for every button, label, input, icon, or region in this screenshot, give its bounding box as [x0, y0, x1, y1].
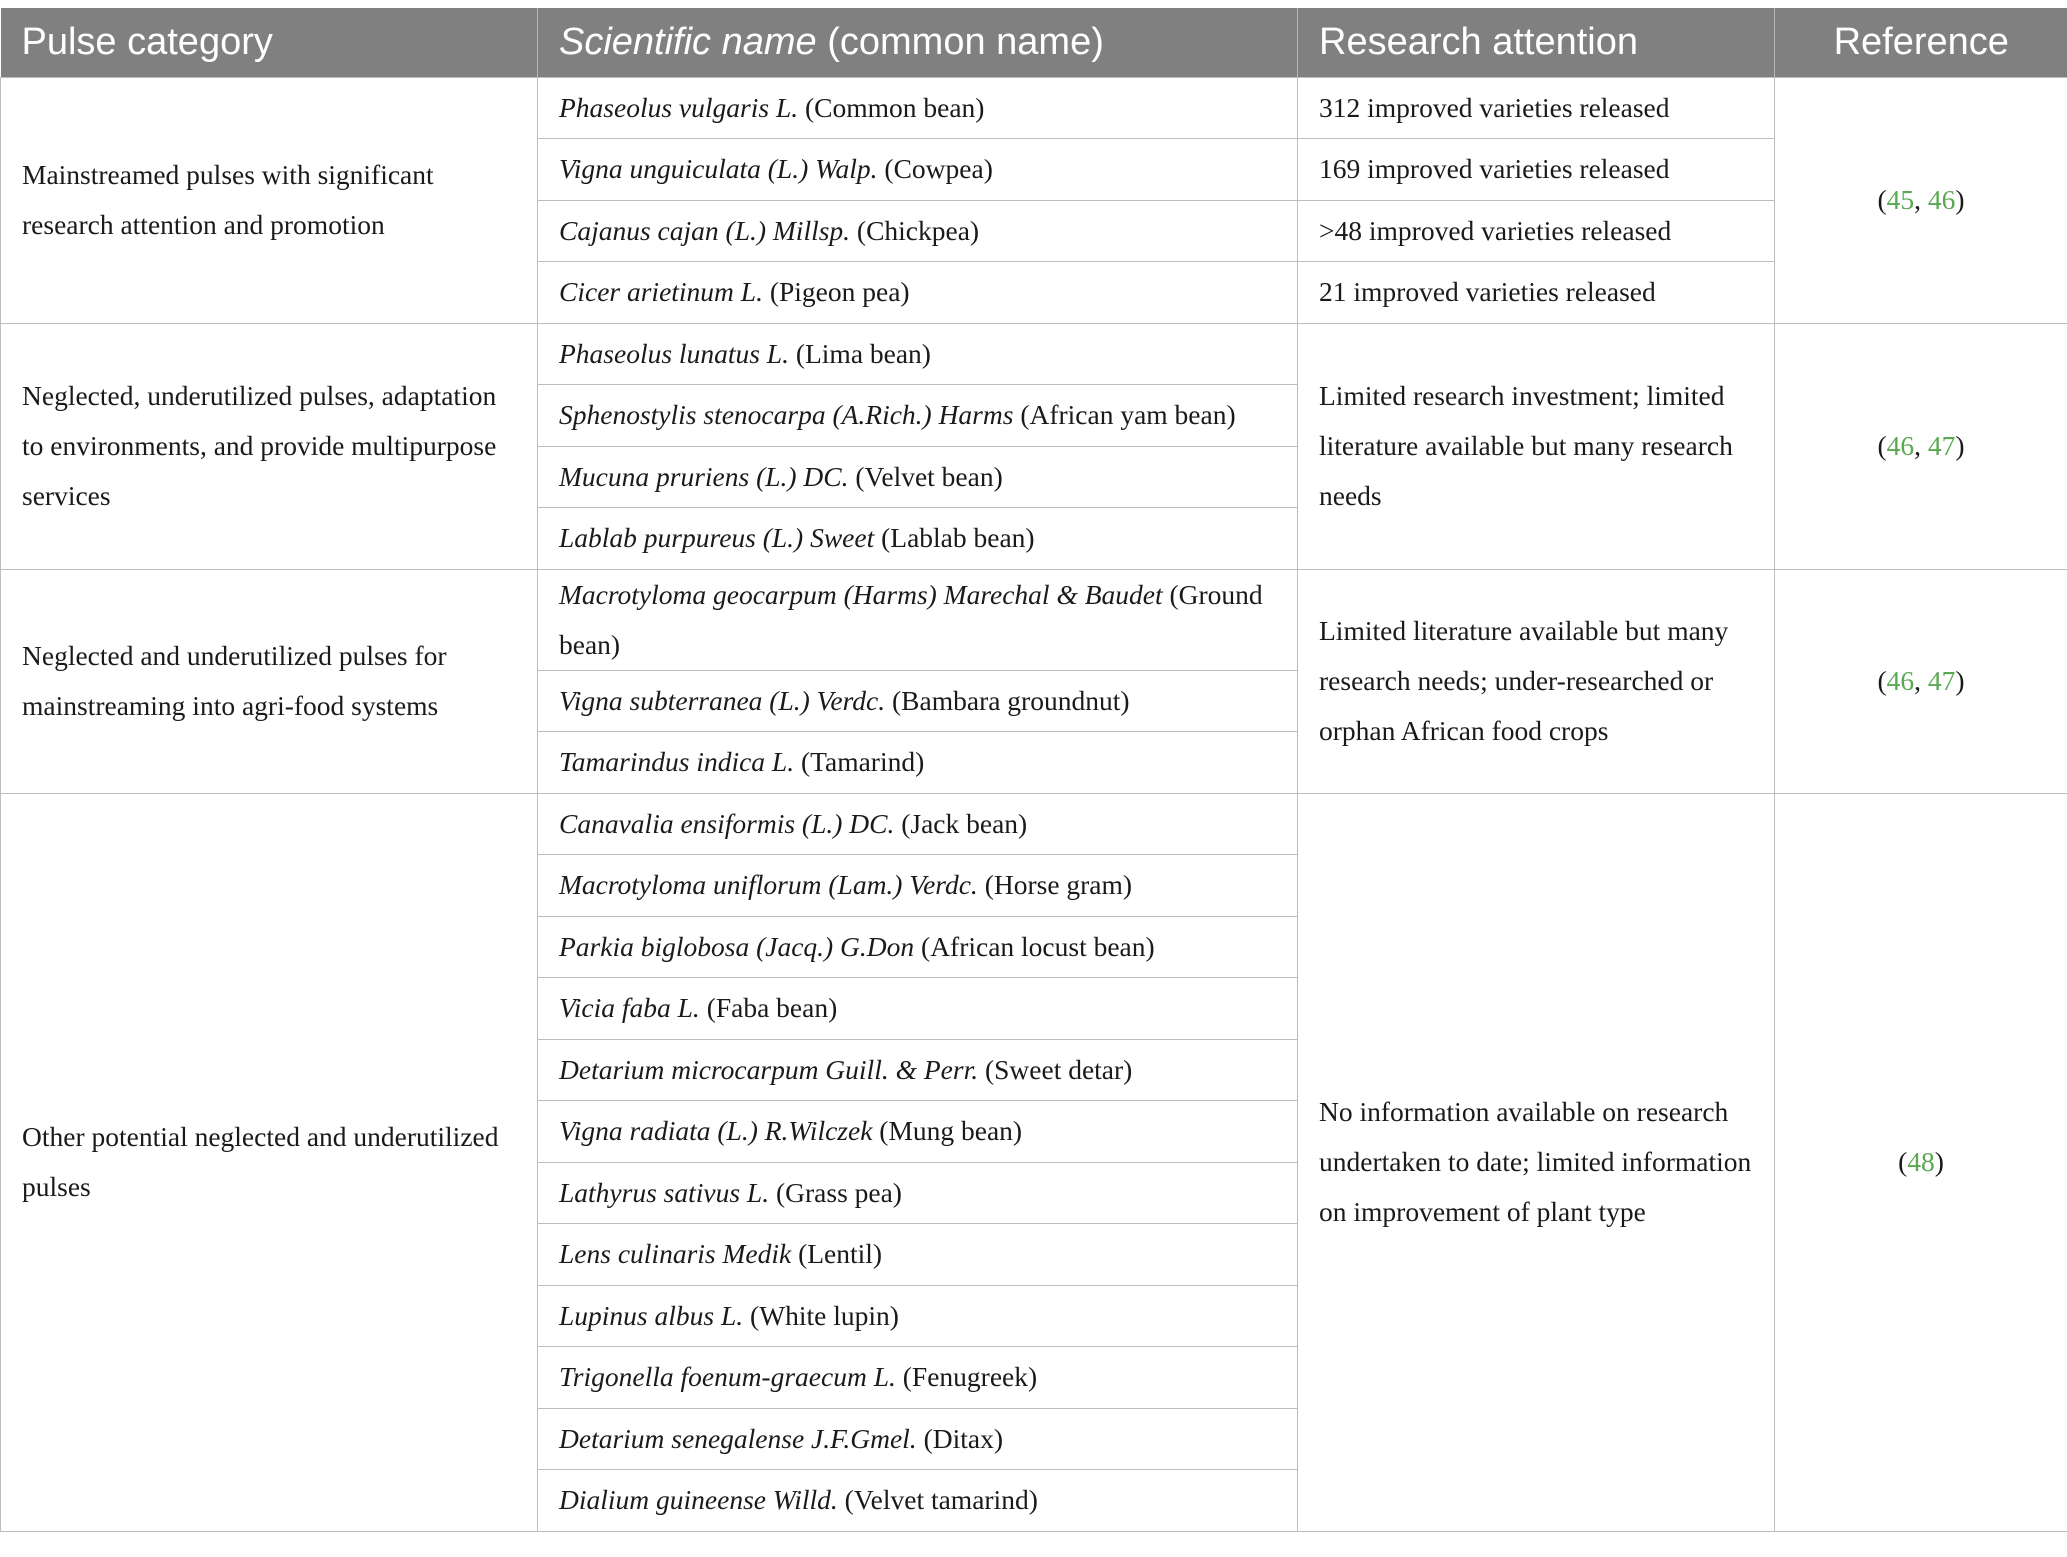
species-cell [538, 1285, 1298, 1347]
common-name: (Sweet detar) [978, 1053, 1133, 1085]
species-cell [538, 200, 1298, 262]
category-cell: Neglected and underutilized pulses for mainstreaming into agri-food systems [1, 569, 538, 793]
reference-cell [1775, 77, 2067, 323]
scientific-name: Macrotyloma geocarpum (Harms) Marechal & Baudet [559, 578, 1163, 610]
header-scientific-name [538, 8, 1298, 77]
species-cell [538, 1162, 1298, 1224]
common-name: (Jack bean) [894, 807, 1028, 839]
species-cell [538, 569, 1298, 670]
attention-cell: Limited literature available but many research needs; under-researched or orphan African food crops [1298, 569, 1775, 793]
scientific-name: Detarium senegalense J.F.Gmel. [559, 1422, 917, 1454]
species-cell [538, 446, 1298, 508]
header-scientific-name-italic: Scientific name [559, 20, 817, 63]
common-name: (Cowpea) [877, 153, 993, 185]
header-research-attention: Research attention [1298, 8, 1775, 77]
species-cell [538, 1470, 1298, 1532]
common-name: (Pigeon pea) [762, 276, 910, 308]
scientific-name: Parkia biglobosa (Jacq.) G.Don [559, 930, 915, 962]
ref-paren-close: ) [1955, 184, 1965, 215]
attention-cell: No information available on research undertaken to date; limited information on improvement of plant type [1298, 793, 1775, 1531]
common-name: (Lentil) [791, 1238, 883, 1270]
species-cell [538, 1224, 1298, 1286]
ref-paren-open: ( [1877, 665, 1887, 696]
ref-paren-open: ( [1898, 1146, 1908, 1177]
common-name: (African locust bean) [914, 930, 1155, 962]
common-name: (White lupin) [743, 1299, 899, 1331]
reference-link[interactable]: 47 [1927, 665, 1956, 696]
table-row [1, 793, 2067, 855]
scientific-name: Cicer arietinum L. [559, 276, 763, 308]
attention-cell: >48 improved varieties released [1298, 200, 1775, 262]
scientific-name: Vigna radiata (L.) R.Wilczek [559, 1115, 873, 1147]
species-cell [538, 793, 1298, 855]
table-row [1, 77, 2067, 139]
ref-separator: , [1914, 184, 1928, 215]
scientific-name: Phaseolus vulgaris L. [559, 91, 799, 123]
ref-separator: , [1914, 430, 1928, 461]
common-name: (Bambara groundnut) [885, 684, 1130, 716]
header-reference: Reference [1775, 8, 2067, 77]
reference-link[interactable]: 46 [1927, 184, 1956, 215]
common-name: (Lablab bean) [874, 522, 1035, 554]
table-header-row [1, 8, 2067, 77]
common-name: (Velvet bean) [848, 460, 1003, 492]
scientific-name: Dialium guineense Willd. [559, 1484, 838, 1516]
reference-cell [1775, 569, 2067, 793]
common-name: (Chickpea) [850, 214, 980, 246]
reference-link[interactable]: 45 [1886, 184, 1915, 215]
species-cell [538, 262, 1298, 324]
reference-link[interactable]: 46 [1886, 665, 1915, 696]
common-name: (Velvet tamarind) [837, 1484, 1038, 1516]
common-name: (Grass pea) [769, 1176, 902, 1208]
pulse-table [0, 8, 2067, 1532]
species-cell [538, 1347, 1298, 1409]
reference-link[interactable]: 46 [1886, 430, 1915, 461]
species-cell [538, 77, 1298, 139]
species-cell [538, 978, 1298, 1040]
species-cell [538, 385, 1298, 447]
species-cell [538, 1039, 1298, 1101]
scientific-name: Canavalia ensiformis (L.) DC. [559, 807, 895, 839]
common-name: (Ground bean) [559, 578, 1263, 660]
scientific-name: Vigna unguiculata (L.) Walp. [559, 153, 878, 185]
common-name: (African yam bean) [1013, 399, 1236, 431]
ref-paren-close: ) [1955, 665, 1965, 696]
reference-cell [1775, 793, 2067, 1531]
scientific-name: Cajanus cajan (L.) Millsp. [559, 214, 851, 246]
ref-paren-open: ( [1877, 430, 1887, 461]
header-common-name: (common name) [816, 20, 1104, 63]
ref-separator: , [1914, 665, 1928, 696]
scientific-name: Lablab purpureus (L.) Sweet [559, 522, 875, 554]
scientific-name: Sphenostylis stenocarpa (A.Rich.) Harms [559, 399, 1014, 431]
ref-paren-close: ) [1934, 1146, 1944, 1177]
table-row [1, 569, 2067, 670]
scientific-name: Trigonella foenum-graecum L. [559, 1361, 896, 1393]
attention-cell: 21 improved varieties released [1298, 262, 1775, 324]
table-row [1, 323, 2067, 385]
common-name: (Common bean) [798, 91, 985, 123]
scientific-name: Mucuna pruriens (L.) DC. [559, 460, 849, 492]
header-pulse-category: Pulse category [1, 8, 538, 77]
scientific-name: Macrotyloma uniflorum (Lam.) Verdc. [559, 869, 978, 901]
species-cell [538, 323, 1298, 385]
scientific-name: Vigna subterranea (L.) Verdc. [559, 684, 886, 716]
common-name: (Mung bean) [872, 1115, 1023, 1147]
common-name: (Lima bean) [788, 337, 931, 369]
species-cell [538, 508, 1298, 570]
scientific-name: Detarium microcarpum Guill. & Perr. [559, 1053, 979, 1085]
common-name: (Faba bean) [699, 992, 838, 1024]
species-cell [538, 916, 1298, 978]
category-cell: Other potential neglected and underutilized pulses [1, 793, 538, 1531]
scientific-name: Tamarindus indica L. [559, 746, 795, 778]
attention-cell: 312 improved varieties released [1298, 77, 1775, 139]
scientific-name: Lathyrus sativus L. [559, 1176, 770, 1208]
species-cell [538, 1101, 1298, 1163]
attention-cell: Limited research investment; limited literature available but many research needs [1298, 323, 1775, 569]
category-cell: Mainstreamed pulses with significant research attention and promotion [1, 77, 538, 323]
common-name: (Ditax) [916, 1422, 1003, 1454]
scientific-name: Lens culinaris Medik [559, 1238, 792, 1270]
species-cell [538, 139, 1298, 201]
species-cell [538, 670, 1298, 732]
species-cell [538, 855, 1298, 917]
ref-paren-close: ) [1955, 430, 1965, 461]
species-cell [538, 732, 1298, 794]
species-cell [538, 1408, 1298, 1470]
pulse-table-container [0, 8, 2067, 1532]
category-cell: Neglected, underutilized pulses, adaptation to environments, and provide multipurpose services [1, 323, 538, 569]
reference-cell [1775, 323, 2067, 569]
scientific-name: Phaseolus lunatus L. [559, 337, 789, 369]
reference-link[interactable]: 48 [1907, 1146, 1935, 1177]
reference-link[interactable]: 47 [1927, 430, 1956, 461]
common-name: (Horse gram) [977, 869, 1133, 901]
ref-paren-open: ( [1877, 184, 1887, 215]
common-name: (Tamarind) [794, 746, 925, 778]
scientific-name: Vicia faba L. [559, 992, 700, 1024]
common-name: (Fenugreek) [895, 1361, 1038, 1393]
scientific-name: Lupinus albus L. [559, 1299, 744, 1331]
attention-cell: 169 improved varieties released [1298, 139, 1775, 201]
